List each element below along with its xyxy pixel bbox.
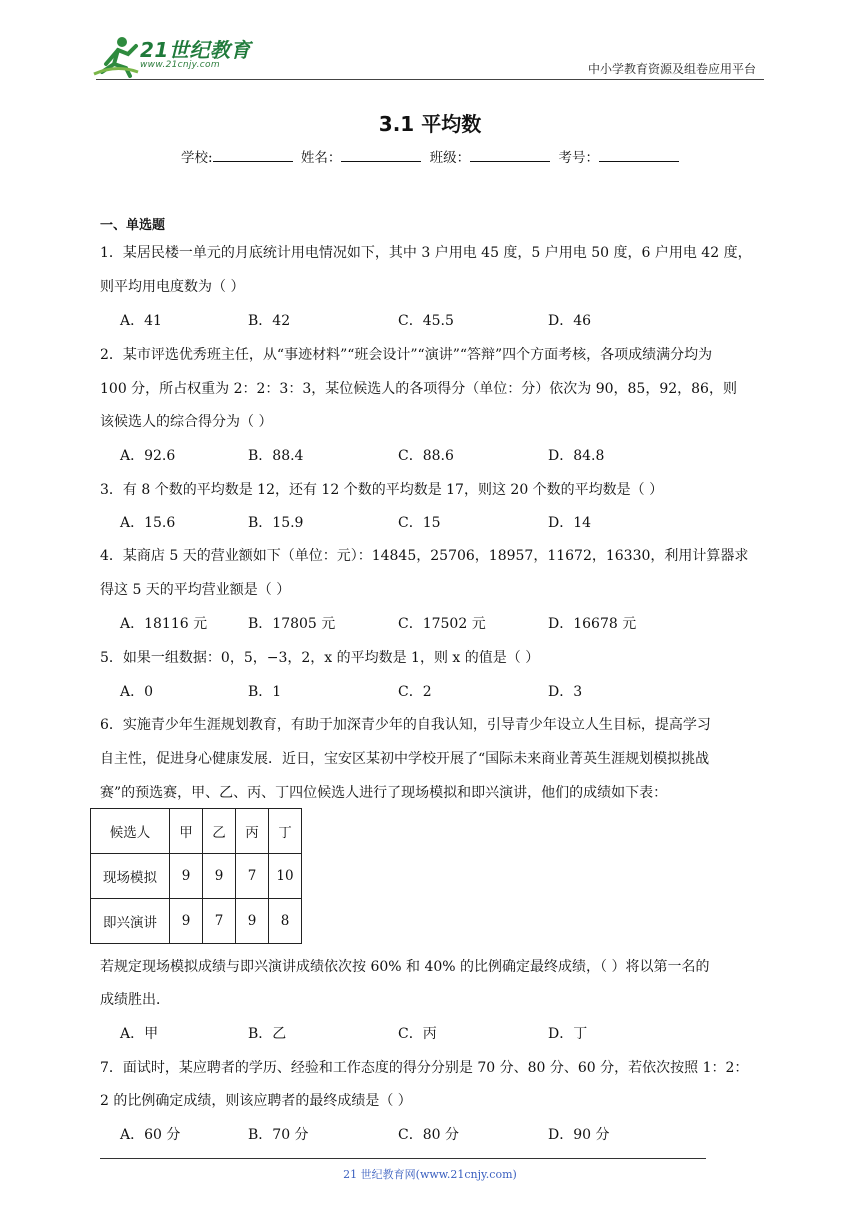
option-a: A．0 (120, 684, 154, 700)
q3-line: 3．有 8 个数的平均数是 12，还有 12 个数的平均数是 17，则这 20 个数的平均数是（ ） (100, 482, 664, 498)
option-d: D．84.8 (548, 448, 605, 464)
table-cell: 候选人 (91, 809, 170, 854)
option-c: C．2 (398, 684, 432, 700)
q2-line: 该候选人的综合得分为（ ） (100, 414, 273, 430)
q7-options (120, 1124, 740, 1144)
q4-options (120, 613, 740, 633)
q6-line: 6．实施青少年生涯规划教育，有助于加深青少年的自我认知，引导青少年设立人生目标，提高学习 (100, 717, 711, 733)
class-label: 班级： (429, 150, 471, 166)
table-cell: 10 (269, 854, 302, 899)
q6-line: 赛”的预选赛，甲、乙、丙、丁四位候选人进行了现场模拟和即兴演讲，他们的成绩如下表： (100, 785, 668, 801)
option-c: C．15 (398, 515, 441, 531)
table-cell: 即兴演讲 (91, 899, 170, 944)
footer-divider (100, 1158, 706, 1159)
q6-line: 成绩胜出． (100, 992, 170, 1008)
logo-url: www.21cnjy.com (140, 60, 220, 70)
q1-options (120, 310, 740, 330)
exam-number-blank (599, 149, 679, 162)
q7-line: 2 的比例确定成绩，则该应聘者的最终成绩是（ ） (100, 1093, 412, 1109)
q2-line: 100 分，所占权重为 2：2：3：3，某位候选人的各项得分（单位：分）依次为 90，85，92，86，则 (100, 381, 737, 397)
name-blank (341, 149, 421, 162)
q6-options (120, 1023, 740, 1043)
option-d: D．90 分 (548, 1127, 610, 1143)
table-cell: 现场模拟 (91, 854, 170, 899)
option-c: C．丙 (398, 1026, 437, 1042)
option-d: D．丁 (548, 1026, 588, 1042)
footer-link[interactable]: 21 世纪教育网(www.21cnjy.com) (343, 1168, 517, 1181)
school-label: 学校: (181, 150, 213, 166)
q4-line: 得这 5 天的平均营业额是（ ） (100, 582, 291, 598)
option-c: C．88.6 (398, 448, 454, 464)
q5-options (120, 681, 740, 701)
header-platform-text: 中小学教育资源及组卷应用平台 (587, 62, 756, 76)
exam-number-label: 考号： (558, 150, 599, 166)
option-a: A．41 (120, 313, 162, 329)
table-cell: 9 (203, 854, 236, 899)
logo-text: 21世纪教育 (140, 38, 251, 62)
option-b: B．42 (248, 313, 291, 329)
q6-line: 自主性，促进身心健康发展．近日，宝安区某初中学校开展了“国际未来商业菁英生涯规划模拟挑战 (100, 751, 710, 767)
option-a: A．18116 元 (120, 616, 208, 632)
option-d: D．46 (548, 313, 592, 329)
table-cell: 9 (170, 899, 203, 944)
table-row (91, 899, 302, 944)
table-cell: 丙 (236, 809, 269, 854)
table-cell: 9 (170, 854, 203, 899)
scores-table (90, 808, 302, 944)
table-cell: 8 (269, 899, 302, 944)
class-blank (470, 149, 550, 162)
option-b: B．17805 元 (248, 616, 336, 632)
q4-line: 4．某商店 5 天的营业额如下（单位：元）：14845，25706，18957，11672，16330，利用计算器求 (100, 548, 749, 564)
header-divider (96, 79, 764, 80)
q3-options (120, 512, 740, 532)
table-header-row (91, 809, 302, 854)
option-b: B．乙 (248, 1026, 287, 1042)
option-d: D．16678 元 (548, 616, 637, 632)
table-cell: 9 (236, 899, 269, 944)
table-cell: 乙 (203, 809, 236, 854)
option-a: A．60 分 (120, 1127, 181, 1143)
school-blank (213, 149, 293, 162)
table-cell: 7 (236, 854, 269, 899)
option-d: D．14 (548, 515, 592, 531)
table-cell: 甲 (170, 809, 203, 854)
option-c: C．17502 元 (398, 616, 486, 632)
table-cell: 丁 (269, 809, 302, 854)
option-c: C．80 分 (398, 1127, 459, 1143)
option-a: A．甲 (120, 1026, 159, 1042)
q5-line: 5．如果一组数据：0，5，−3，2，x 的平均数是 1，则 x 的值是（ ） (100, 650, 540, 666)
section-heading: 一、单选题 (100, 218, 166, 233)
option-a: A．92.6 (120, 448, 176, 464)
option-c: C．45.5 (398, 313, 454, 329)
option-d: D．3 (548, 684, 583, 700)
name-label: 姓名： (300, 150, 342, 166)
option-a: A．15.6 (120, 515, 176, 531)
student-info-row (0, 146, 860, 166)
table-row (91, 854, 302, 899)
q1-line: 1．某居民楼一单元的月底统计用电情况如下，其中 3 户用电 45 度，5 户用电 50 度，6 户用电 42 度， (100, 245, 752, 261)
q2-options (120, 445, 740, 465)
page-title: 3.1 平均数 (378, 112, 482, 136)
option-b: B．88.4 (248, 448, 304, 464)
table-cell: 7 (203, 899, 236, 944)
option-b: B．1 (248, 684, 282, 700)
option-b: B．70 分 (248, 1127, 309, 1143)
q1-line: 则平均用电度数为（ ） (100, 279, 245, 295)
q7-line: 7．面试时，某应聘者的学历、经验和工作态度的得分分别是 70 分、80 分、60 分，若依次按照 1：2： (100, 1060, 749, 1076)
q2-line: 2．某市评选优秀班主任，从“事迹材料”“班会设计”“演讲”“答辩”四个方面考核，各项成绩满分均为 (100, 347, 713, 363)
q6-line: 若规定现场模拟成绩与即兴演讲成绩依次按 60% 和 40% 的比例确定最终成绩，（ ）将以第一名的 (100, 959, 710, 975)
option-b: B．15.9 (248, 515, 304, 531)
